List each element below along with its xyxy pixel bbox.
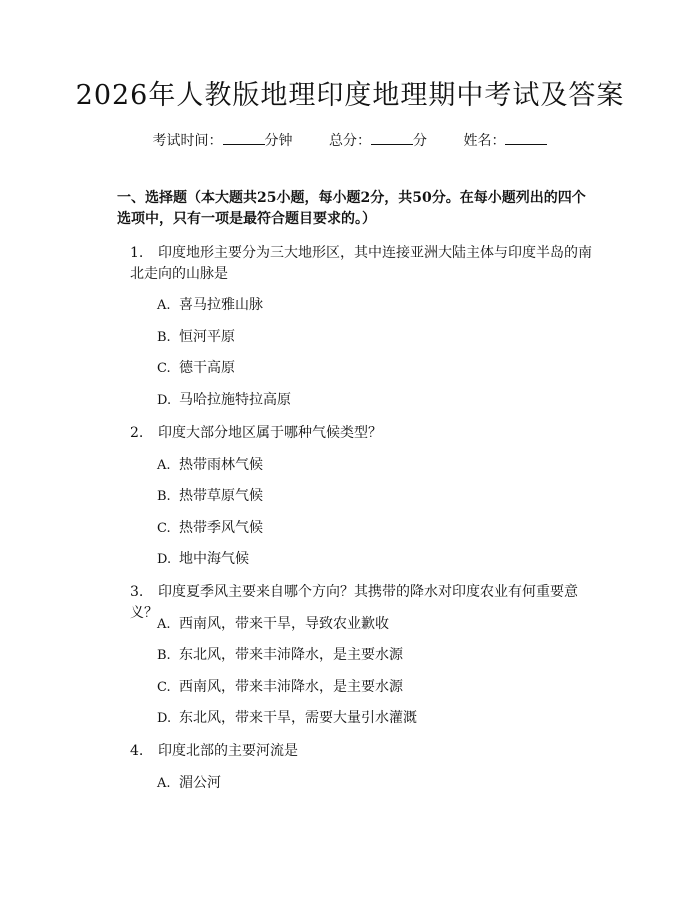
option-letter: A. bbox=[157, 298, 171, 313]
option-letter: B. bbox=[157, 489, 171, 504]
option-text: 西南风，带来干旱，导致农业歉收 bbox=[179, 616, 389, 632]
option-letter: D. bbox=[157, 393, 172, 408]
question-3-option-b bbox=[157, 645, 403, 666]
exam-time-field bbox=[153, 131, 293, 151]
option-letter: C. bbox=[157, 680, 171, 695]
page-title: 2026年人教版地理印度地理期中考试及答案 bbox=[75, 80, 625, 111]
option-text: 东北风，带来丰沛降水，是主要水源 bbox=[179, 647, 403, 663]
option-text: 热带季风气候 bbox=[179, 520, 263, 536]
question-number: 4. bbox=[130, 743, 144, 759]
exam-time-blank bbox=[223, 131, 265, 145]
option-letter: A. bbox=[157, 617, 171, 632]
total-score-blank bbox=[371, 131, 413, 145]
option-text: 地中海气候 bbox=[179, 551, 249, 567]
question-3-option-a bbox=[157, 614, 389, 635]
question-1-option-a bbox=[157, 295, 263, 316]
question-1 bbox=[130, 243, 595, 285]
question-2-option-b bbox=[157, 486, 263, 507]
question-1-option-b bbox=[157, 327, 235, 348]
option-letter: C. bbox=[157, 521, 171, 536]
question-text: 印度夏季风主要来自哪个方向？其携带的降水对印度农业有何重要意义？ bbox=[130, 584, 578, 621]
student-name-field bbox=[463, 131, 547, 151]
question-4-option-a bbox=[157, 773, 221, 794]
option-letter: B. bbox=[157, 648, 171, 663]
section-heading: 一、选择题（本大题共25小题，每小题2分，共50分。在每小题列出的四个选项中，只有一项是最符合题目要求的。） bbox=[117, 190, 586, 227]
option-letter: D. bbox=[157, 552, 172, 567]
question-text: 印度地形主要分为三大地形区，其中连接亚洲大陆主体与印度半岛的南北走向的山脉是 bbox=[130, 245, 592, 282]
total-score-unit: 分 bbox=[413, 133, 427, 149]
exam-info-row bbox=[0, 131, 700, 151]
question-1-option-c bbox=[157, 358, 235, 379]
option-text: 恒河平原 bbox=[179, 329, 235, 345]
exam-time-label: 考试时间： bbox=[152, 133, 223, 149]
option-letter: B. bbox=[157, 330, 171, 345]
option-text: 德干高原 bbox=[179, 360, 235, 376]
question-text: 印度北部的主要河流是 bbox=[158, 743, 298, 759]
option-letter: D. bbox=[157, 711, 172, 726]
option-letter: A. bbox=[157, 458, 171, 473]
question-2 bbox=[130, 423, 595, 444]
question-3-option-c bbox=[157, 677, 403, 698]
question-2-option-c bbox=[157, 518, 263, 539]
question-4 bbox=[130, 741, 595, 762]
option-text: 湄公河 bbox=[179, 775, 221, 791]
student-name-label: 姓名： bbox=[463, 133, 506, 149]
question-1-option-d bbox=[157, 390, 291, 411]
question-3-option-d bbox=[157, 708, 417, 729]
option-text: 喜马拉雅山脉 bbox=[179, 297, 263, 313]
option-text: 热带雨林气候 bbox=[179, 457, 263, 473]
question-2-option-a bbox=[157, 455, 263, 476]
option-text: 东北风，带来干旱，需要大量引水灌溉 bbox=[179, 710, 417, 726]
option-text: 马哈拉施特拉高原 bbox=[179, 392, 291, 408]
exam-time-unit: 分钟 bbox=[264, 133, 293, 149]
question-number: 1. bbox=[130, 245, 144, 261]
question-text: 印度大部分地区属于哪种气候类型？ bbox=[158, 425, 382, 441]
option-letter: C. bbox=[157, 361, 171, 376]
question-number: 2. bbox=[130, 425, 144, 441]
question-number: 3. bbox=[130, 584, 144, 600]
option-text: 西南风，带来丰沛降水，是主要水源 bbox=[179, 679, 403, 695]
student-name-blank bbox=[505, 131, 547, 145]
option-text: 热带草原气候 bbox=[179, 488, 263, 504]
question-2-option-d bbox=[157, 549, 249, 570]
total-score-label: 总分： bbox=[329, 133, 371, 149]
total-score-field bbox=[329, 131, 427, 151]
option-letter: A. bbox=[157, 776, 171, 791]
